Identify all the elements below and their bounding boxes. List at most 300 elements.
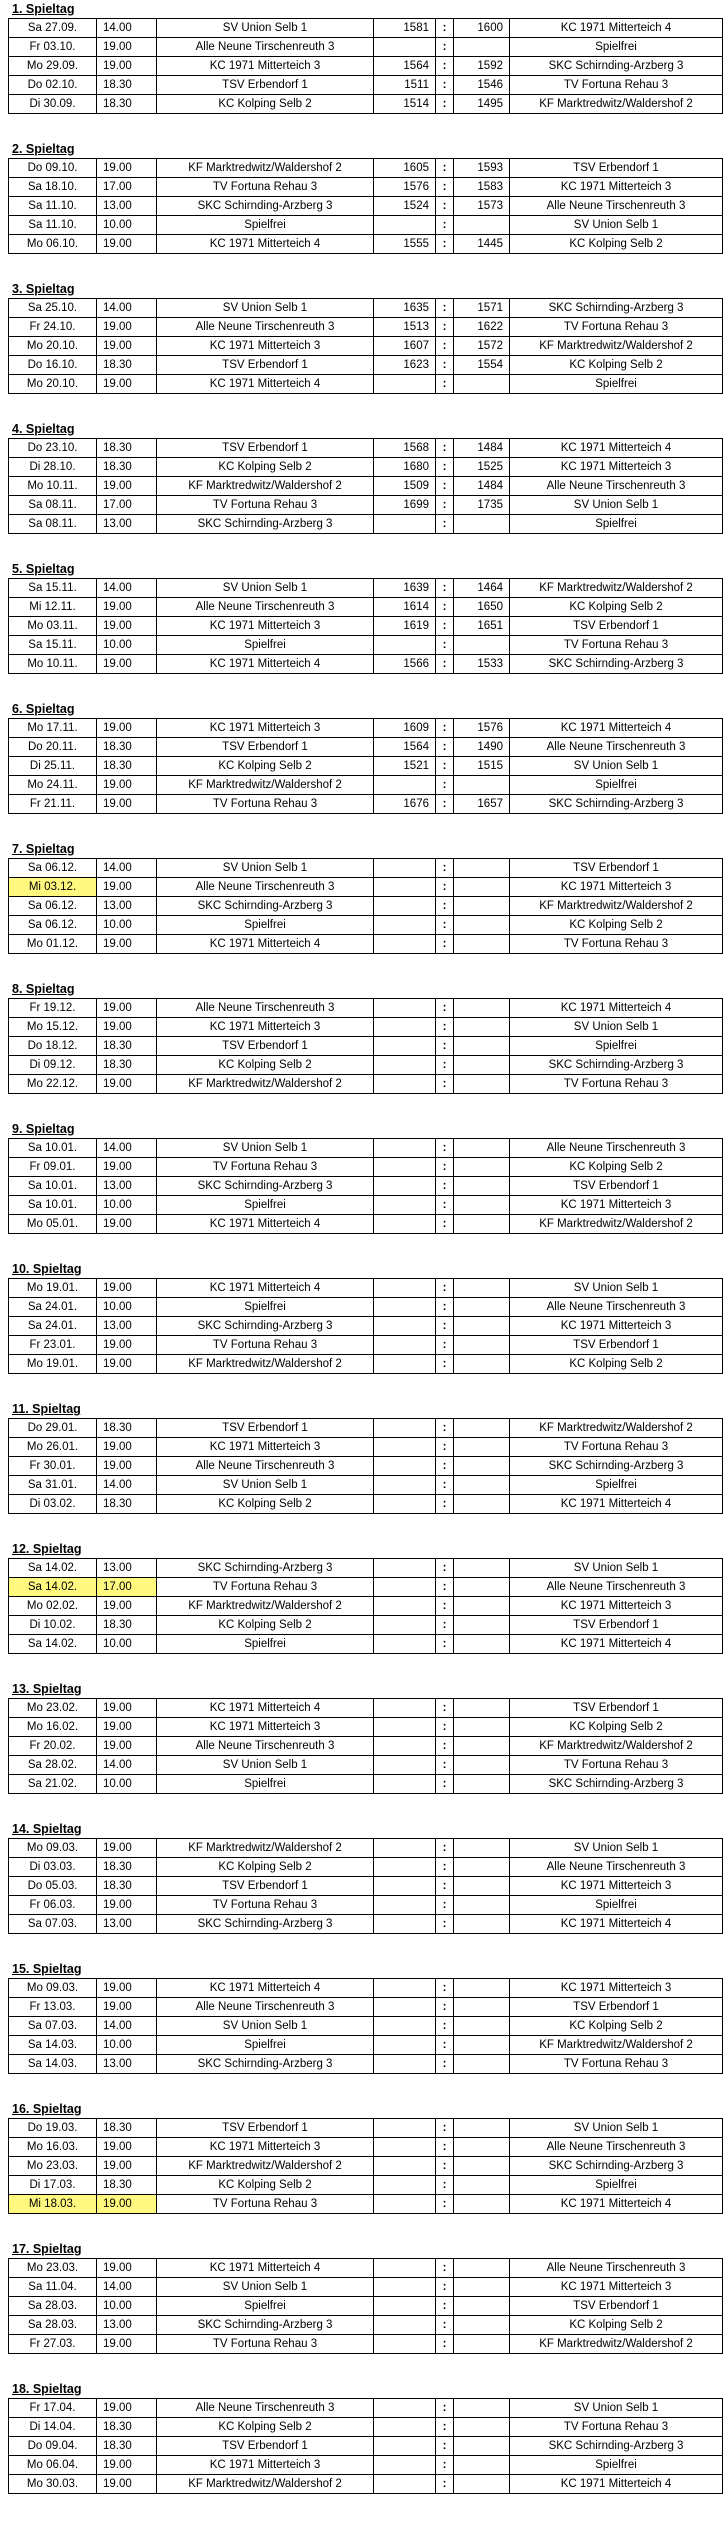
score-separator: : [436, 1317, 454, 1336]
match-date: Sa 28.02. [9, 1756, 97, 1775]
match-time: 14.00 [97, 859, 157, 878]
match-date: Do 19.03. [9, 2119, 97, 2138]
match-time: 19.00 [97, 1018, 157, 1037]
away-team: KC 1971 Mitterteich 4 [510, 719, 723, 738]
home-team: KC 1971 Mitterteich 3 [157, 617, 374, 636]
score-separator: : [436, 999, 454, 1018]
away-score [454, 1196, 510, 1215]
away-score [454, 1476, 510, 1495]
score-separator: : [436, 2475, 454, 2494]
match-row [9, 1597, 723, 1616]
match-date: Sa 11.10. [9, 216, 97, 235]
score-separator: : [436, 1298, 454, 1317]
home-team: SV Union Selb 1 [157, 1756, 374, 1775]
home-team: KF Marktredwitz/Waldershof 2 [157, 159, 374, 178]
matchday-title: 2. Spieltag [12, 142, 75, 156]
match-time: 18.30 [97, 1616, 157, 1635]
score-separator: : [436, 1476, 454, 1495]
match-row [9, 159, 723, 178]
away-score: 1525 [454, 458, 510, 477]
matchday-section [3, 1820, 715, 1960]
matchday-section [3, 140, 715, 280]
score-separator: : [436, 1438, 454, 1457]
away-team: KC 1971 Mitterteich 3 [510, 458, 723, 477]
away-score [454, 1616, 510, 1635]
away-team: TV Fortuna Rehau 3 [510, 76, 723, 95]
away-team: TSV Erbendorf 1 [510, 1336, 723, 1355]
away-score: 1593 [454, 159, 510, 178]
match-row [9, 2316, 723, 2335]
match-date: Sa 07.03. [9, 1915, 97, 1934]
match-time: 19.00 [97, 1979, 157, 1998]
home-score: 1521 [374, 757, 436, 776]
away-score [454, 2335, 510, 2354]
away-team: KC 1971 Mitterteich 3 [510, 2278, 723, 2297]
home-score [374, 916, 436, 935]
home-score [374, 1037, 436, 1056]
score-separator: : [436, 1279, 454, 1298]
match-row [9, 1476, 723, 1495]
home-team: KC 1971 Mitterteich 3 [157, 2138, 374, 2157]
match-row [9, 636, 723, 655]
score-separator: : [436, 95, 454, 114]
home-team: Spielfrei [157, 636, 374, 655]
match-row [9, 318, 723, 337]
away-team: KC Kolping Selb 2 [510, 598, 723, 617]
home-team: SKC Schirnding-Arzberg 3 [157, 2316, 374, 2335]
score-separator: : [436, 1839, 454, 1858]
matchday-title: 13. Spieltag [12, 1682, 82, 1696]
away-score: 1592 [454, 57, 510, 76]
score-separator: : [436, 1915, 454, 1934]
away-team: SV Union Selb 1 [510, 1559, 723, 1578]
away-score: 1651 [454, 617, 510, 636]
match-row [9, 1037, 723, 1056]
match-date: Di 09.12. [9, 1056, 97, 1075]
score-separator: : [436, 1635, 454, 1654]
score-separator: : [436, 1998, 454, 2017]
away-team: TV Fortuna Rehau 3 [510, 2055, 723, 2074]
home-score [374, 2195, 436, 2214]
match-date: Di 03.02. [9, 1495, 97, 1514]
match-date: Sa 14.03. [9, 2036, 97, 2055]
away-team: TV Fortuna Rehau 3 [510, 318, 723, 337]
match-date: Sa 24.01. [9, 1317, 97, 1336]
home-team: Alle Neune Tirschenreuth 3 [157, 878, 374, 897]
match-time: 13.00 [97, 1317, 157, 1336]
home-score [374, 859, 436, 878]
score-separator: : [436, 579, 454, 598]
match-date: Mo 01.12. [9, 935, 97, 954]
match-time: 10.00 [97, 1775, 157, 1794]
match-row [9, 38, 723, 57]
away-score [454, 1896, 510, 1915]
away-team: KF Marktredwitz/Waldershof 2 [510, 2335, 723, 2354]
match-date: Sa 24.01. [9, 1298, 97, 1317]
match-row [9, 897, 723, 916]
away-team: KC 1971 Mitterteich 3 [510, 1877, 723, 1896]
match-date: Fr 09.01. [9, 1158, 97, 1177]
match-date: Mo 16.02. [9, 1718, 97, 1737]
home-team: Spielfrei [157, 1298, 374, 1317]
away-score [454, 1559, 510, 1578]
match-date: Do 09.04. [9, 2437, 97, 2456]
home-team: KC Kolping Selb 2 [157, 1616, 374, 1635]
match-time: 14.00 [97, 2278, 157, 2297]
away-team: KC 1971 Mitterteich 3 [510, 1196, 723, 1215]
match-time: 19.00 [97, 2475, 157, 2494]
matchday-section [3, 2240, 715, 2380]
home-team: TV Fortuna Rehau 3 [157, 1578, 374, 1597]
matchday-table [8, 18, 723, 114]
home-score [374, 2335, 436, 2354]
score-separator: : [436, 1495, 454, 1514]
away-score [454, 2475, 510, 2494]
away-team: Alle Neune Tirschenreuth 3 [510, 738, 723, 757]
match-date: Mo 23.03. [9, 2157, 97, 2176]
score-separator: : [436, 1215, 454, 1234]
home-team: KC 1971 Mitterteich 3 [157, 1438, 374, 1457]
away-team: TSV Erbendorf 1 [510, 1998, 723, 2017]
away-score: 1490 [454, 738, 510, 757]
away-team: SV Union Selb 1 [510, 2119, 723, 2138]
match-row [9, 1457, 723, 1476]
away-team: Spielfrei [510, 515, 723, 534]
away-team: SV Union Selb 1 [510, 1018, 723, 1037]
score-separator: : [436, 1139, 454, 1158]
away-team: KF Marktredwitz/Waldershof 2 [510, 2036, 723, 2055]
match-date: Sa 10.01. [9, 1196, 97, 1215]
home-score [374, 1419, 436, 1438]
home-team: TSV Erbendorf 1 [157, 1419, 374, 1438]
away-score: 1554 [454, 356, 510, 375]
matchday-title: 6. Spieltag [12, 702, 75, 716]
home-score [374, 1635, 436, 1654]
home-score [374, 1998, 436, 2017]
away-score [454, 515, 510, 534]
home-team: KC Kolping Selb 2 [157, 1858, 374, 1877]
match-time: 18.30 [97, 439, 157, 458]
home-score: 1524 [374, 197, 436, 216]
away-team: SKC Schirnding-Arzberg 3 [510, 1775, 723, 1794]
match-time: 14.00 [97, 1476, 157, 1495]
score-separator: : [436, 1578, 454, 1597]
score-separator: : [436, 2017, 454, 2036]
away-team: Alle Neune Tirschenreuth 3 [510, 1858, 723, 1877]
match-time: 19.00 [97, 878, 157, 897]
away-team: TSV Erbendorf 1 [510, 617, 723, 636]
away-score [454, 1737, 510, 1756]
away-score [454, 935, 510, 954]
match-time: 19.00 [97, 1737, 157, 1756]
matchday-title: 9. Spieltag [12, 1122, 75, 1136]
matchday-table [8, 858, 723, 954]
home-team: KC 1971 Mitterteich 4 [157, 375, 374, 394]
away-team: TSV Erbendorf 1 [510, 2297, 723, 2316]
away-score [454, 1177, 510, 1196]
away-score: 1650 [454, 598, 510, 617]
match-row [9, 1495, 723, 1514]
home-team: TV Fortuna Rehau 3 [157, 2335, 374, 2354]
matchday-table [8, 578, 723, 674]
match-date: Fr 20.02. [9, 1737, 97, 1756]
match-time: 19.00 [97, 375, 157, 394]
away-score [454, 2055, 510, 2074]
match-row [9, 1056, 723, 1075]
score-separator: : [436, 318, 454, 337]
away-team: SV Union Selb 1 [510, 1279, 723, 1298]
match-time: 18.30 [97, 1037, 157, 1056]
home-score [374, 2399, 436, 2418]
home-score: 1605 [374, 159, 436, 178]
match-time: 19.00 [97, 655, 157, 674]
match-date: Mo 06.04. [9, 2456, 97, 2475]
match-time: 19.00 [97, 598, 157, 617]
score-separator: : [436, 2335, 454, 2354]
score-separator: : [436, 1196, 454, 1215]
home-team: Alle Neune Tirschenreuth 3 [157, 999, 374, 1018]
matchday-section [3, 1400, 715, 1540]
away-team: KF Marktredwitz/Waldershof 2 [510, 1737, 723, 1756]
away-score [454, 1495, 510, 1514]
away-team: KC Kolping Selb 2 [510, 2316, 723, 2335]
away-team: KC 1971 Mitterteich 4 [510, 2475, 723, 2494]
away-score [454, 999, 510, 1018]
matchday-section [3, 700, 715, 840]
match-time: 10.00 [97, 216, 157, 235]
away-team: Alle Neune Tirschenreuth 3 [510, 2259, 723, 2278]
matchday-title: 4. Spieltag [12, 422, 75, 436]
home-team: TV Fortuna Rehau 3 [157, 795, 374, 814]
away-team: SV Union Selb 1 [510, 496, 723, 515]
match-row [9, 76, 723, 95]
match-date: Sa 18.10. [9, 178, 97, 197]
match-row [9, 375, 723, 394]
away-score [454, 1457, 510, 1476]
home-score [374, 1896, 436, 1915]
matchday-title: 7. Spieltag [12, 842, 75, 856]
match-row [9, 216, 723, 235]
match-time: 10.00 [97, 1635, 157, 1654]
home-score [374, 1336, 436, 1355]
match-date: Mo 30.03. [9, 2475, 97, 2494]
match-time: 19.00 [97, 2195, 157, 2214]
match-row [9, 776, 723, 795]
away-score [454, 1699, 510, 1718]
home-score [374, 1877, 436, 1896]
away-team: Spielfrei [510, 776, 723, 795]
home-team: TV Fortuna Rehau 3 [157, 1336, 374, 1355]
match-row [9, 617, 723, 636]
match-time: 19.00 [97, 1355, 157, 1374]
match-date: Sa 28.03. [9, 2316, 97, 2335]
home-score [374, 1177, 436, 1196]
match-time: 19.00 [97, 1158, 157, 1177]
match-row [9, 935, 723, 954]
away-score: 1445 [454, 235, 510, 254]
matchday-section [3, 0, 715, 140]
match-time: 19.00 [97, 719, 157, 738]
home-team: TSV Erbendorf 1 [157, 2437, 374, 2456]
home-team: KC 1971 Mitterteich 4 [157, 1699, 374, 1718]
away-score [454, 2399, 510, 2418]
away-team: KC Kolping Selb 2 [510, 356, 723, 375]
match-time: 19.00 [97, 1075, 157, 1094]
matchday-table [8, 2258, 723, 2354]
away-team: Spielfrei [510, 1476, 723, 1495]
home-score [374, 1317, 436, 1336]
match-row [9, 1355, 723, 1374]
away-team: KF Marktredwitz/Waldershof 2 [510, 897, 723, 916]
match-row [9, 1578, 723, 1597]
home-score [374, 1139, 436, 1158]
match-row [9, 999, 723, 1018]
home-score [374, 1559, 436, 1578]
match-time: 17.00 [97, 496, 157, 515]
home-team: SV Union Selb 1 [157, 1139, 374, 1158]
score-separator: : [436, 356, 454, 375]
away-score [454, 1279, 510, 1298]
score-separator: : [436, 2176, 454, 2195]
match-time: 19.00 [97, 1896, 157, 1915]
match-date: Mo 26.01. [9, 1438, 97, 1457]
home-score [374, 935, 436, 954]
away-score [454, 2176, 510, 2195]
away-score: 1657 [454, 795, 510, 814]
match-row [9, 1279, 723, 1298]
matchday-section [3, 420, 715, 560]
match-date: Mo 10.11. [9, 477, 97, 496]
home-team: TSV Erbendorf 1 [157, 439, 374, 458]
home-score [374, 2475, 436, 2494]
away-score [454, 1877, 510, 1896]
match-row [9, 1699, 723, 1718]
match-time: 19.00 [97, 795, 157, 814]
score-separator: : [436, 76, 454, 95]
match-date: Sa 06.12. [9, 897, 97, 916]
match-date: Mo 10.11. [9, 655, 97, 674]
home-score [374, 2017, 436, 2036]
home-score: 1564 [374, 738, 436, 757]
match-row [9, 197, 723, 216]
match-time: 18.30 [97, 2119, 157, 2138]
score-separator: : [436, 57, 454, 76]
away-team: Spielfrei [510, 1896, 723, 1915]
match-row [9, 1215, 723, 1234]
home-score [374, 1457, 436, 1476]
match-row [9, 655, 723, 674]
match-time: 19.00 [97, 318, 157, 337]
score-separator: : [436, 598, 454, 617]
home-score: 1509 [374, 477, 436, 496]
home-team: Spielfrei [157, 1196, 374, 1215]
home-score [374, 1578, 436, 1597]
away-score [454, 1718, 510, 1737]
match-row [9, 1559, 723, 1578]
home-score [374, 1915, 436, 1934]
away-score [454, 2259, 510, 2278]
home-score [374, 1279, 436, 1298]
match-time: 19.00 [97, 1699, 157, 1718]
home-team: TSV Erbendorf 1 [157, 738, 374, 757]
away-team: TSV Erbendorf 1 [510, 159, 723, 178]
match-date: Di 25.11. [9, 757, 97, 776]
matchday-section [3, 1540, 715, 1680]
match-date: Sa 08.11. [9, 496, 97, 515]
home-score [374, 897, 436, 916]
away-team: TV Fortuna Rehau 3 [510, 636, 723, 655]
home-team: KC Kolping Selb 2 [157, 95, 374, 114]
match-date: Sa 14.03. [9, 2055, 97, 2074]
match-time: 13.00 [97, 897, 157, 916]
home-score: 1699 [374, 496, 436, 515]
home-team: TSV Erbendorf 1 [157, 1877, 374, 1896]
match-row [9, 2399, 723, 2418]
match-date: Sa 14.02. [9, 1578, 97, 1597]
home-team: Spielfrei [157, 916, 374, 935]
home-team: KC 1971 Mitterteich 3 [157, 337, 374, 356]
matchday-table [8, 718, 723, 814]
away-score [454, 38, 510, 57]
away-score [454, 1018, 510, 1037]
matchday-title: 16. Spieltag [12, 2102, 82, 2116]
away-score: 1484 [454, 477, 510, 496]
home-team: Spielfrei [157, 1635, 374, 1654]
match-time: 13.00 [97, 2316, 157, 2335]
away-team: KF Marktredwitz/Waldershof 2 [510, 579, 723, 598]
match-row [9, 1756, 723, 1775]
home-score [374, 1018, 436, 1037]
matchday-section [3, 840, 715, 980]
away-score: 1515 [454, 757, 510, 776]
match-time: 19.00 [97, 2259, 157, 2278]
home-score [374, 2297, 436, 2316]
score-separator: : [436, 636, 454, 655]
home-score [374, 2055, 436, 2074]
score-separator: : [436, 738, 454, 757]
away-team: SKC Schirnding-Arzberg 3 [510, 2157, 723, 2176]
score-separator: : [436, 1718, 454, 1737]
match-row [9, 2055, 723, 2074]
score-separator: : [436, 235, 454, 254]
home-score [374, 1476, 436, 1495]
matchday-section [3, 1120, 715, 1260]
match-date: Sa 21.02. [9, 1775, 97, 1794]
match-row [9, 2437, 723, 2456]
match-row [9, 337, 723, 356]
match-time: 19.00 [97, 1438, 157, 1457]
away-score [454, 1597, 510, 1616]
match-date: Sa 15.11. [9, 636, 97, 655]
match-row [9, 2157, 723, 2176]
match-row [9, 477, 723, 496]
matchday-title: 14. Spieltag [12, 1822, 82, 1836]
match-time: 10.00 [97, 2297, 157, 2316]
away-score [454, 1915, 510, 1934]
score-separator: : [436, 299, 454, 318]
matchday-title: 17. Spieltag [12, 2242, 82, 2256]
score-separator: : [436, 776, 454, 795]
match-time: 19.00 [97, 1718, 157, 1737]
away-score [454, 1075, 510, 1094]
match-time: 19.00 [97, 1336, 157, 1355]
match-date: Mo 23.02. [9, 1699, 97, 1718]
match-time: 18.30 [97, 76, 157, 95]
match-time: 18.30 [97, 1056, 157, 1075]
home-score [374, 636, 436, 655]
match-row [9, 2297, 723, 2316]
matchday-title: 15. Spieltag [12, 1962, 82, 1976]
